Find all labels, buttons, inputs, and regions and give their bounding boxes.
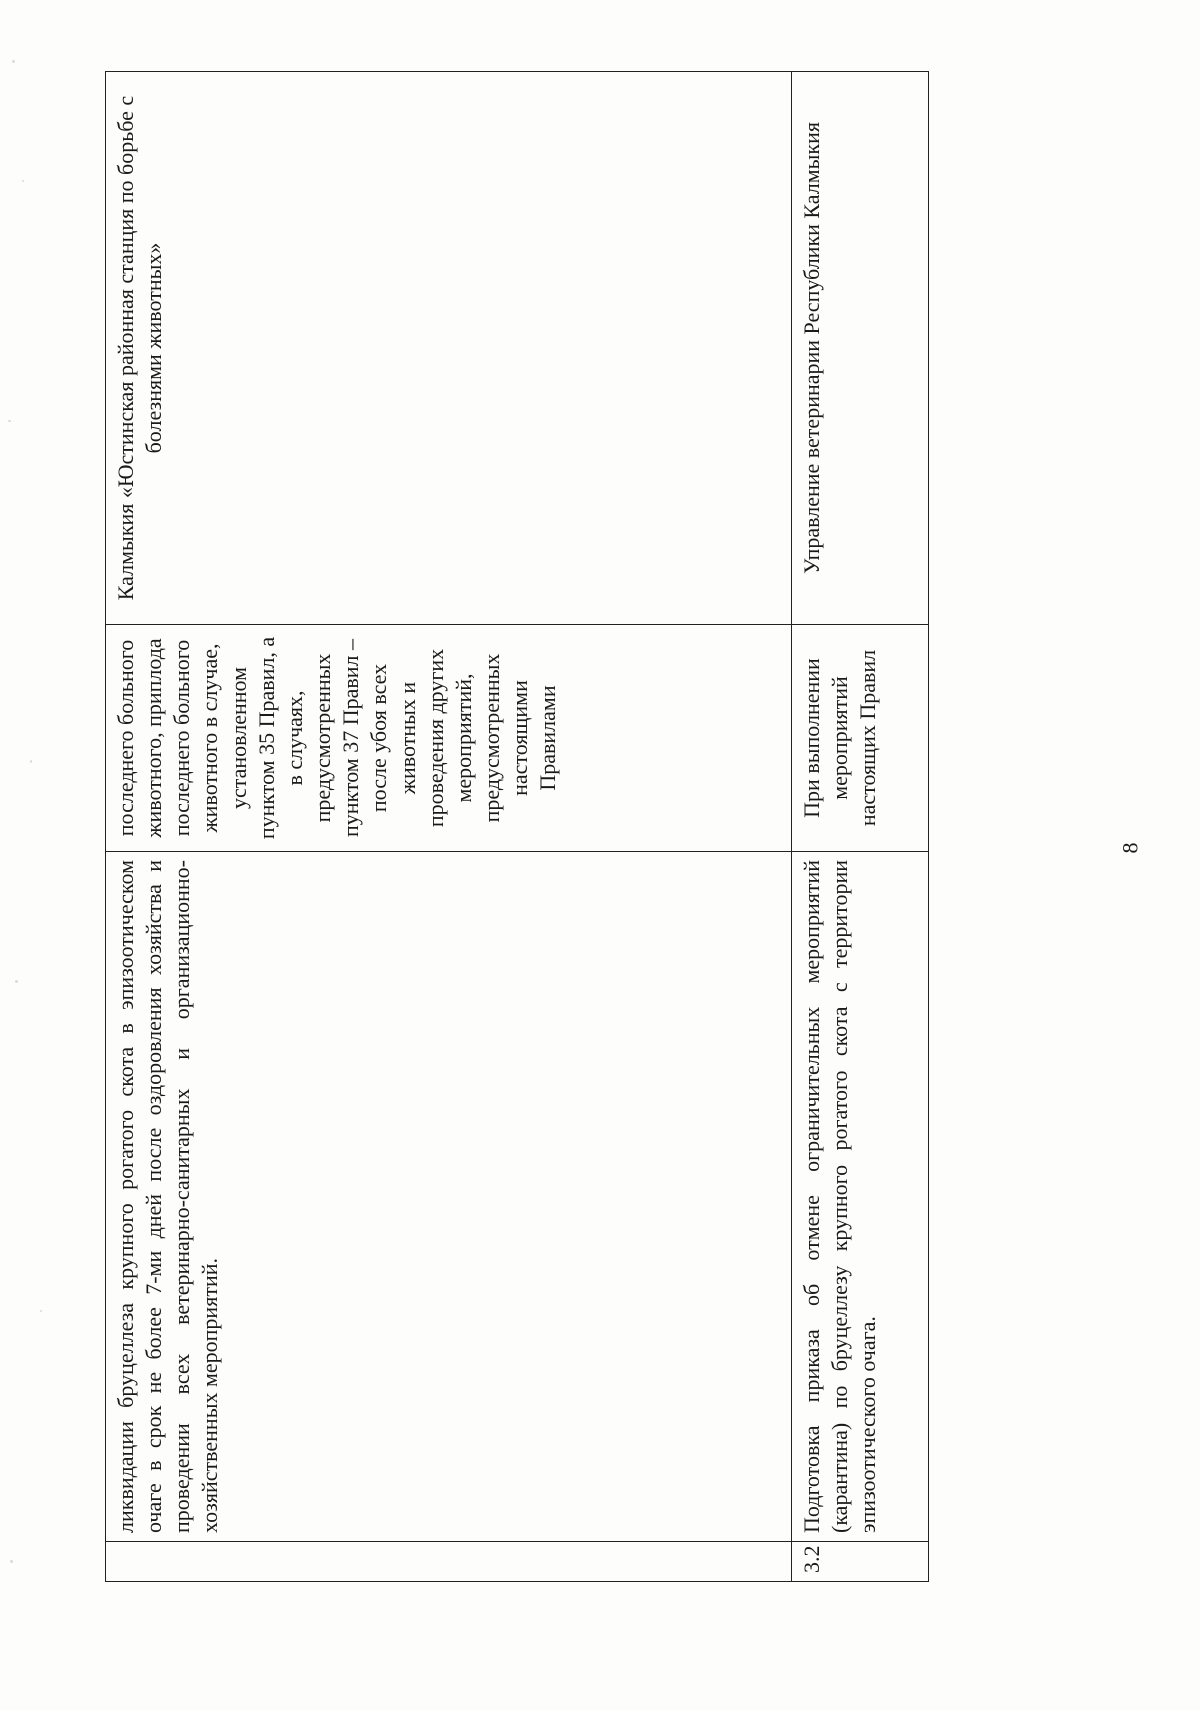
measures-table <box>105 71 929 1582</box>
scan-speck <box>30 760 32 763</box>
responsible-cell: Управление ветеринарии Республики Калмыкия <box>792 72 929 625</box>
table-row <box>792 72 929 1582</box>
scan-speck <box>22 180 24 182</box>
scan-speck <box>15 980 18 983</box>
scan-speck <box>12 60 15 63</box>
rotated-table-container <box>105 72 928 1582</box>
term-cell: При выполнении мероприятий настоящих Правил <box>792 625 929 852</box>
term-cell: последнего больного животного, приплода последнего больного животного в случае, установленном пунктом 35 Правил, а в случаях, предусмотренных пунктом 37 Правил – после убоя всех животных и проведения других мероприятий, предусмотренных настоящими Правилами <box>106 625 792 852</box>
row-number-cell <box>106 1542 792 1582</box>
row-number-cell: 3.2 <box>792 1542 929 1582</box>
responsible-cell: Калмыкия «Юстинская районная станция по борьбе с болезнями животных» <box>106 72 792 625</box>
page-number: 8 <box>1117 842 1143 854</box>
scan-speck <box>10 1560 13 1563</box>
table-row <box>106 72 792 1582</box>
measure-content-cell: Подготовка приказа об отмене ограничительных мероприятий (карантина) по бруцеллезу крупного рогатого скота с территории эпизоотического очага. <box>792 852 929 1542</box>
scan-speck <box>40 1310 42 1312</box>
scan-speck <box>8 420 11 422</box>
measure-content-cell: ликвидации бруцеллеза крупного рогатого скота в эпизоотическом очаге в срок не более 7-ми дней после оздоровления хозяйства и проведении всех ветеринарно-санитарных и организационно-хозяйственных мероприятий. <box>106 852 792 1542</box>
